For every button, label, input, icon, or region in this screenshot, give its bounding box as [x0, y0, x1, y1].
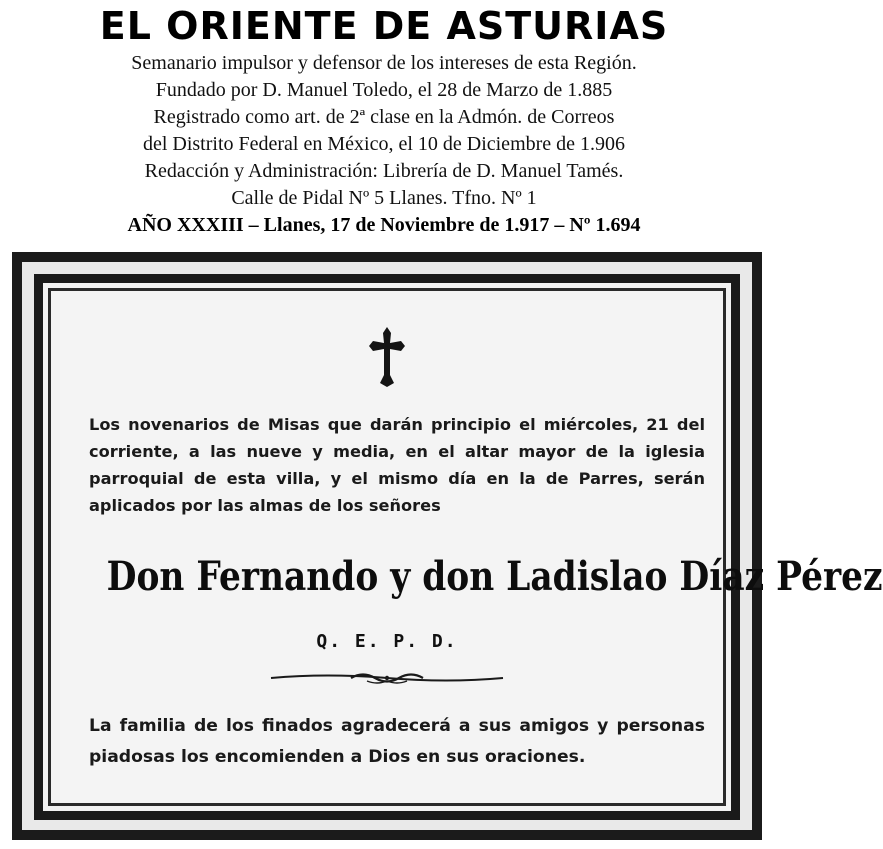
notice-paragraph-1: Los novenarios de Misas que darán principio el miércoles, 21 del corriente, a las nueve y media, en el altar mayor de la iglesia parroquial de esta villa, y el mismo día en la de Parres, serán aplicados por las almas de los señores [89, 415, 705, 515]
masthead-line-3: Registrado como art. de 2ª clase en la Admón. de Correos [153, 106, 615, 128]
masthead-line-4: del Distrito Federal en México, el 10 de Diciembre de 1.906 [142, 133, 626, 155]
latin-cross-icon [367, 325, 407, 392]
masthead [0, 0, 768, 239]
masthead-line-2: Fundado por D. Manuel Toledo, el 28 de Marzo de 1.885 [155, 79, 613, 101]
newspaper-title: EL ORIENTE DE ASTURIAS [99, 4, 669, 48]
masthead-line-1: Semanario impulsor y defensor de los intereses de esta Región. [131, 52, 637, 74]
obituary-frame [34, 274, 883, 820]
obituary-inner-border [48, 288, 883, 806]
masthead-line-5: Redacción y Administración: Librería de D. Manuel Tamés. [144, 160, 624, 182]
ornamental-flourish-icon [267, 669, 507, 692]
issue-line: AÑO XXXIII – Llanes, 17 de Noviembre de 1.917 – Nº 1.694 [127, 214, 641, 236]
notice-paragraph-2: La familia de los finados agradecerá a sus amigos y personas piadosas los encomienden a Dios en sus oraciones. [89, 716, 705, 767]
obituary-clipping [12, 252, 883, 840]
masthead-line-6: Calle de Pidal Nº 5 Llanes. Tfno. Nº 1 [231, 187, 537, 209]
deceased-names: Don Fernando y don Ladislao Díaz Pérez [106, 553, 883, 600]
qepd-abbreviation: Q. E. P. D. [316, 631, 458, 652]
